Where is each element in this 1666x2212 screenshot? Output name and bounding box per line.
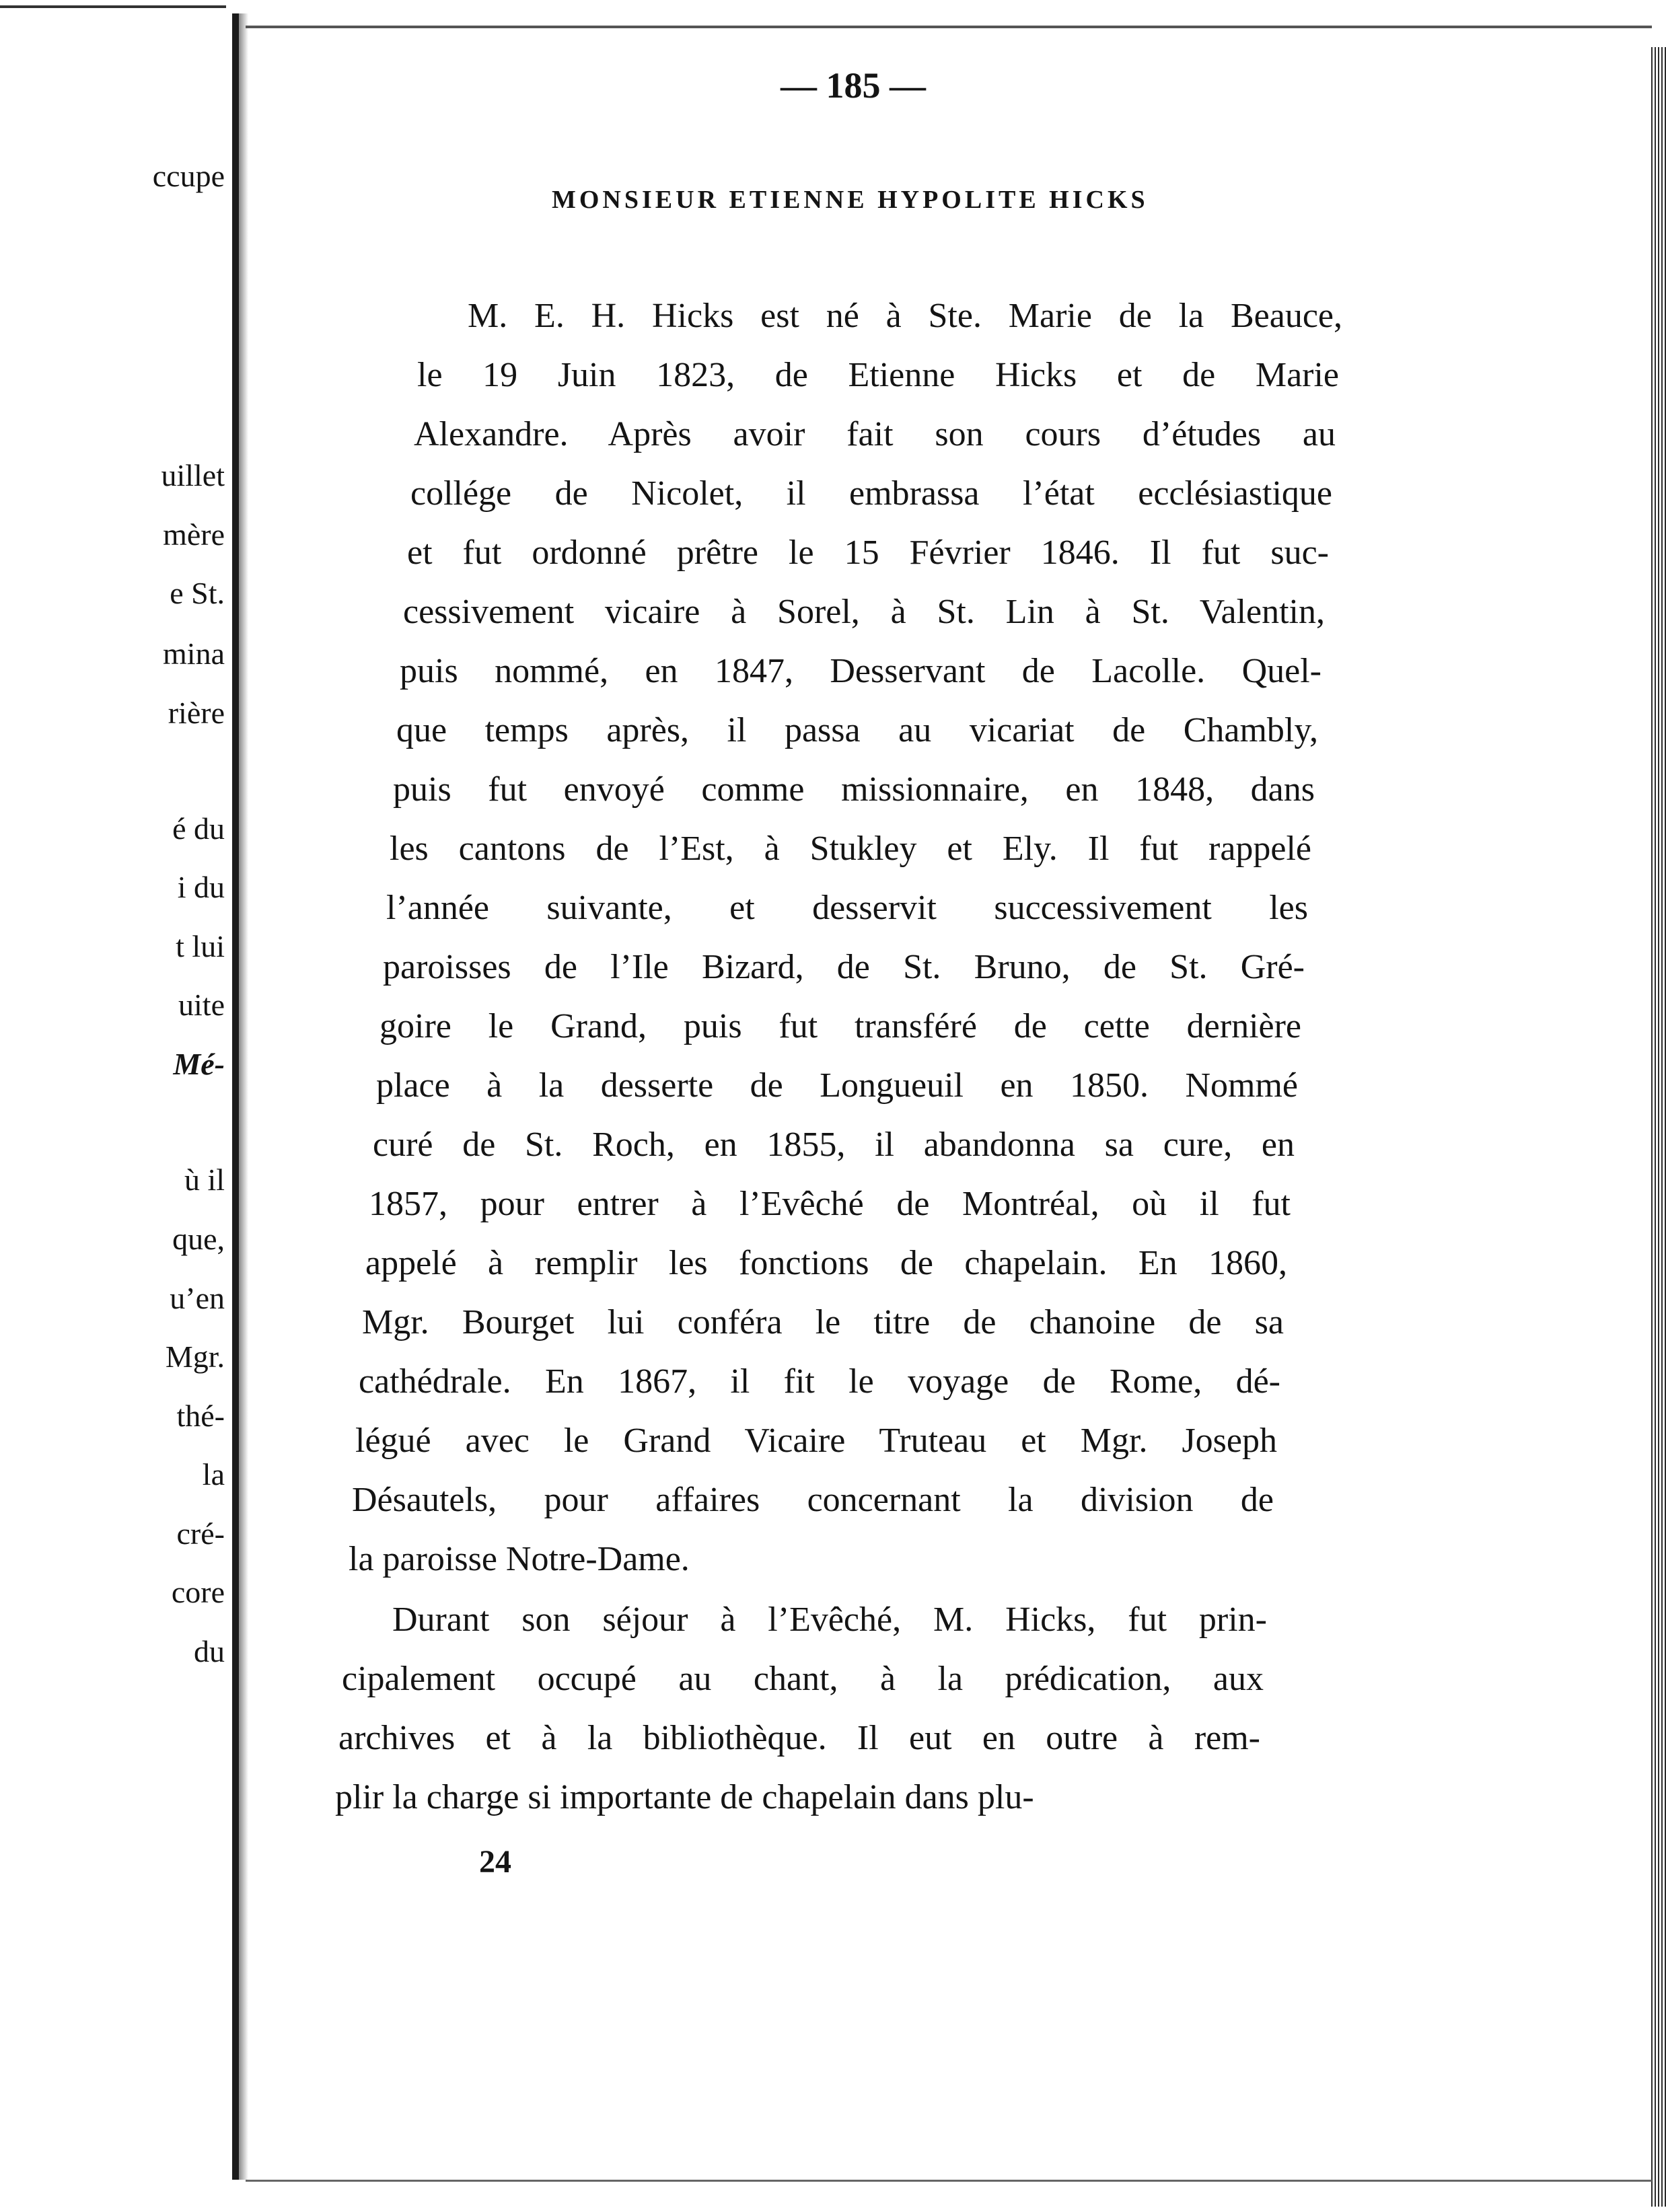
page-number: — 185 — bbox=[781, 65, 926, 106]
previous-page-fragment: du bbox=[194, 1634, 225, 1668]
text-line: appelé à remplir les fonctions de chapelain. En 1860, bbox=[365, 1244, 1287, 1282]
signature-mark: 24 bbox=[479, 1844, 511, 1880]
text-line: curé de St. Roch, en 1855, il abandonna sa cure, en bbox=[373, 1126, 1295, 1164]
book-gutter bbox=[232, 13, 239, 2180]
previous-page-fragment: u’en bbox=[170, 1281, 225, 1315]
previous-page-fragment: Mé- bbox=[173, 1047, 225, 1081]
text-line: cipalement occupé au chant, à la prédication, aux bbox=[342, 1660, 1264, 1698]
text-line: l’année suivante, et desservit successivement les bbox=[386, 889, 1308, 927]
previous-page-fragment: mère bbox=[163, 517, 225, 552]
text-line: la paroisse Notre-Dame. bbox=[349, 1540, 690, 1578]
text-line: puis fut envoyé comme missionnaire, en 1848, dans bbox=[393, 770, 1315, 809]
previous-page-fragment: ù il bbox=[184, 1163, 225, 1197]
previous-page-fragment: e St. bbox=[170, 576, 225, 610]
text-line: archives et à la bibliothèque. Il eut en outre à rem- bbox=[338, 1719, 1260, 1757]
previous-page-fragment: uite bbox=[178, 988, 225, 1022]
text-line: M. E. H. Hicks est né à Ste. Marie de la Beauce, bbox=[468, 297, 1342, 335]
text-line: et fut ordonné prêtre le 15 Février 1846. Il fut suc- bbox=[407, 533, 1329, 572]
page-bottom-edge bbox=[246, 2180, 1652, 2182]
text-line: Alexandre. Après avoir fait son cours d’études au bbox=[414, 415, 1336, 453]
text-line: 1857, pour entrer à l’Evêché de Montréal, où il fut bbox=[369, 1185, 1291, 1223]
text-line: place à la desserte de Longueuil en 1850. Nommé bbox=[376, 1066, 1298, 1105]
text-line: collége de Nicolet, il embrassa l’état ecclésiastique bbox=[410, 474, 1332, 513]
text-line: légué avec le Grand Vicaire Truteau et Mgr. Joseph bbox=[355, 1422, 1277, 1460]
text-line: Durant son séjour à l’Evêché, M. Hicks, fut prin- bbox=[392, 1600, 1267, 1639]
previous-page-fragment: thé- bbox=[176, 1399, 225, 1433]
previous-page-fragment: mina bbox=[163, 636, 225, 671]
previous-page-fragment: la bbox=[202, 1457, 225, 1491]
previous-page-fragment: core bbox=[171, 1575, 225, 1609]
previous-page-strip bbox=[0, 0, 226, 2212]
gutter-shadow bbox=[239, 13, 248, 2180]
previous-page-fragment: rière bbox=[168, 696, 225, 730]
previous-page-fragment: que, bbox=[172, 1222, 225, 1256]
text-line: puis nommé, en 1847, Desservant de Lacolle. Quel- bbox=[400, 652, 1321, 690]
text-line: cessivement vicaire à Sorel, à St. Lin à St. Valentin, bbox=[403, 593, 1325, 631]
text-line: le 19 Juin 1823, de Etienne Hicks et de Marie bbox=[417, 356, 1339, 394]
previous-page-fragment: Mgr. bbox=[165, 1339, 225, 1374]
previous-page-top-edge bbox=[0, 5, 226, 8]
page-stack-edge bbox=[1651, 47, 1666, 2207]
page-top-edge bbox=[246, 26, 1652, 28]
previous-page-fragment: i du bbox=[177, 870, 225, 904]
text-line: les cantons de l’Est, à Stukley et Ely. Il fut rappelé bbox=[390, 830, 1311, 868]
previous-page-fragment: é du bbox=[172, 811, 225, 846]
text-line: goire le Grand, puis fut transféré de cette dernière bbox=[379, 1007, 1301, 1045]
previous-page-fragment: uillet bbox=[161, 458, 225, 492]
text-line: cathédrale. En 1867, il fit le voyage de Rome, dé- bbox=[359, 1362, 1280, 1401]
text-line: que temps après, il passa au vicariat de Chambly, bbox=[396, 711, 1318, 749]
previous-page-fragment: cré- bbox=[176, 1516, 225, 1551]
previous-page-fragment: t lui bbox=[176, 929, 225, 963]
text-line: Mgr. Bourget lui conféra le titre de chanoine de sa bbox=[362, 1303, 1284, 1341]
text-line: plir la charge si importante de chapelain dans plu- bbox=[335, 1778, 1034, 1816]
previous-page-fragment: ccupe bbox=[152, 159, 225, 193]
text-line: Désautels, pour affaires concernant la division de bbox=[352, 1481, 1274, 1519]
text-line: paroisses de l’Ile Bizard, de St. Bruno, de St. Gré- bbox=[383, 948, 1305, 986]
page-title: MONSIEUR ETIENNE HYPOLITE HICKS bbox=[552, 186, 1149, 214]
